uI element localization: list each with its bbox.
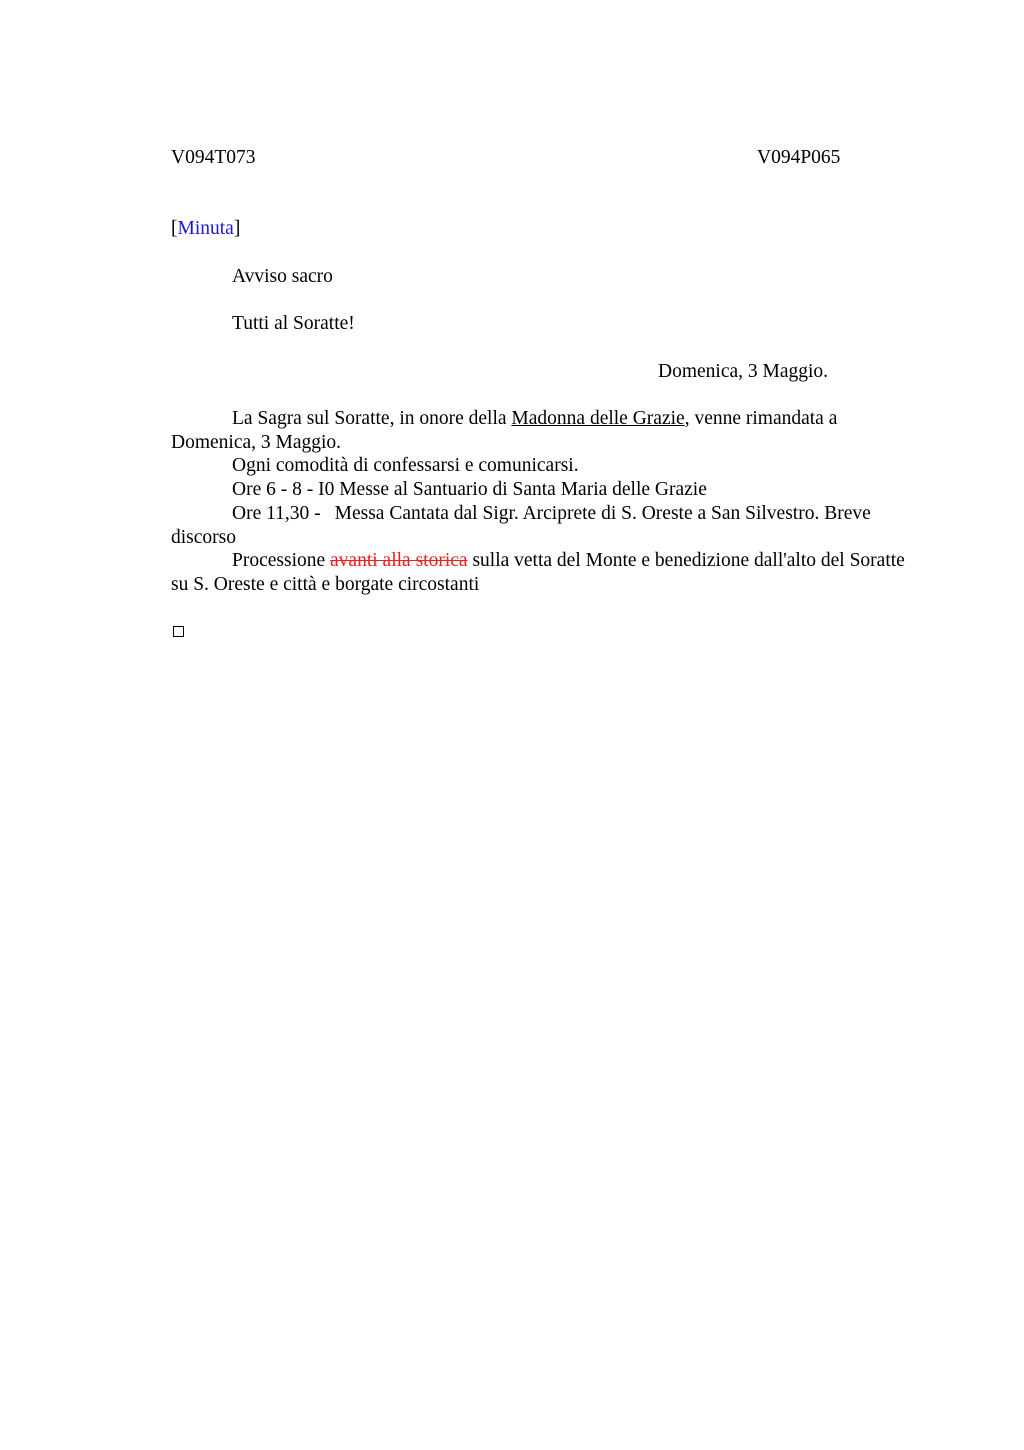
minuta-tag [171, 217, 921, 241]
end-marker-box-icon [173, 626, 184, 637]
messa-cantata-text: Messa Cantata dal Sigr. Arciprete di S. Oreste a San Silvestro. Breve discorso [171, 502, 871, 548]
document-code-right: V094P065 [757, 147, 841, 168]
notice-title: Avviso sacro [232, 266, 333, 287]
paragraph-processione [171, 549, 921, 596]
paragraph-messe: Ore 6 - 8 - I0 Messe al Santuario di Santa Maria delle Grazie [232, 479, 707, 501]
paragraph-sagra [171, 407, 921, 454]
notice-subtitle: Tutti al Soratte! [232, 313, 355, 334]
notice-body [171, 407, 921, 597]
paragraph-confessione: Ogni comodità di confessarsi e comunicarsi. [232, 455, 579, 477]
minuta-close-bracket: ] [233, 218, 241, 239]
minuta-open-bracket: [ [171, 218, 178, 239]
struck-text: avanti alla storica [330, 550, 468, 572]
underlined-madonna-delle-grazie: Madonna delle Grazie [511, 408, 685, 429]
document-code-left: V094T073 [171, 147, 256, 168]
paragraph-messa-cantata [171, 502, 921, 549]
messa-cantata-time: Ore 11,30 - [232, 502, 321, 524]
dateline: Domenica, 3 Maggio. [658, 361, 829, 382]
minuta-link[interactable]: Minuta [177, 218, 234, 239]
paragraph-sagra-end: , venne rimandata a Domenica, 3 Maggio. [171, 408, 838, 453]
paragraph-sagra-start: La Sagra sul Soratte, in onore della [232, 408, 512, 429]
processione-start: Processione [232, 550, 331, 572]
processione-end: sulla vetta del Monte e benedizione dall'alto del Soratte su S. Oreste e città e borgate circostanti [171, 550, 905, 595]
